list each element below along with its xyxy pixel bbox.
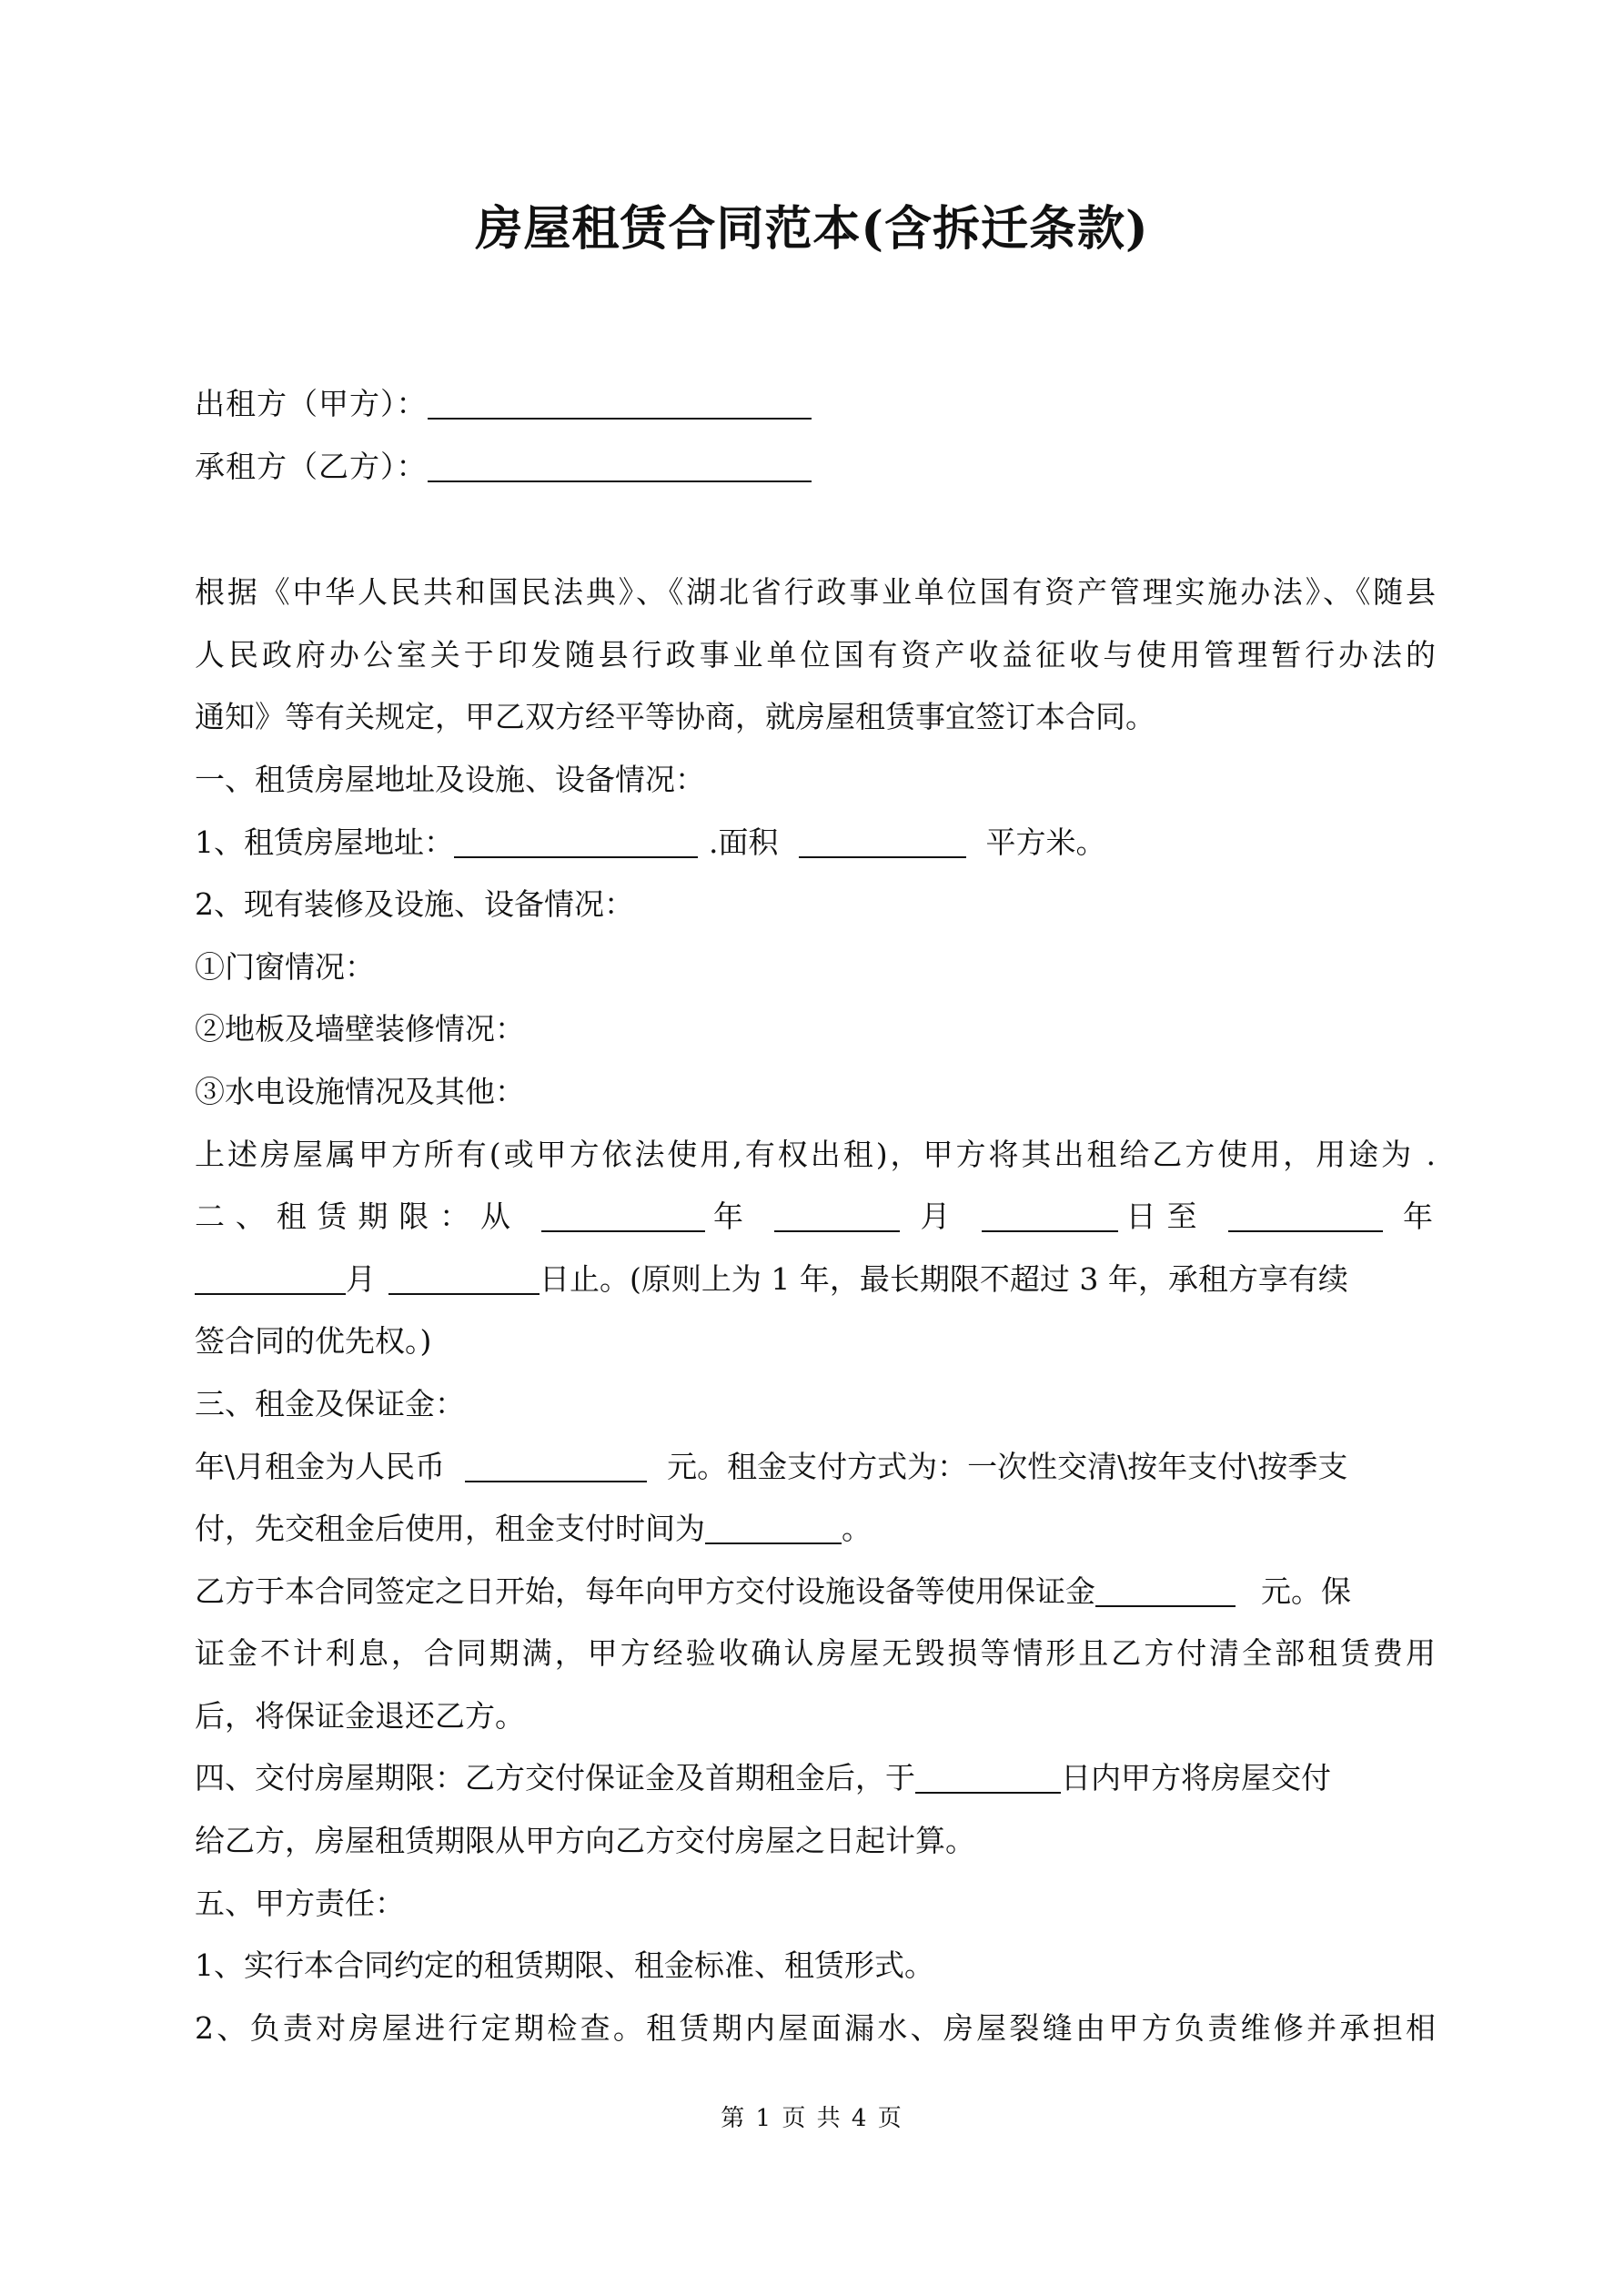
rent-amount-blank[interactable] [465,1450,647,1482]
area-label: .面积 [709,824,779,860]
term-end-label: 日止。(原则上为 1 年，最长期限不超过 3 年，承租方享有续 [540,1260,1348,1297]
section-5-heading: 五、甲方责任： [195,1885,405,1921]
page-footer: 第 1 页 共 4 页 [721,2105,903,2132]
lessor-duty-2: 2、负责对房屋进行定期检查。租赁期内屋面漏水、房屋裂缝由甲方负责维修并承担相 [195,2009,1436,2046]
rent-line-1 [195,1436,1436,1499]
term-line-2 [195,1249,1436,1311]
term-start-month-blank[interactable] [774,1199,900,1232]
lessor-duty-1: 1、实行本合同约定的租赁期限、租金标准、租赁形式。 [195,1947,934,1984]
deposit-line-2: 证金不计利息，合同期满，甲方经验收确认房屋无毁损等情形且乙方付清全部租赁费用 [195,1635,1436,1672]
term-line-3: 签合同的优先权。) [195,1323,432,1360]
delivery-prefix: 四、交付房屋期限：乙方交付保证金及首期租金后，于 [195,1760,915,1796]
rent-line2-prefix: 付，先交租金后使用，租金支付时间为 [195,1511,705,1547]
section-3-heading: 三、租金及保证金： [195,1385,465,1421]
lessee-line [195,436,1436,499]
term-start-year-blank[interactable] [541,1199,705,1232]
deposit-amount-blank[interactable] [1095,1574,1236,1607]
address-line [195,812,1436,875]
area-blank[interactable] [799,825,966,858]
document-title: 房屋租赁合同范本(含拆迁条款) [475,201,1149,257]
ownership-line: 上述房屋属甲方所有(或甲方依法使用,有权出租)，甲方将其出租给乙方使用，用途为 . [195,1136,1436,1172]
equipment-item-3: ③水电设施情况及其他： [195,1073,525,1109]
section-1-heading: 一、租赁房屋地址及设施、设备情况： [195,761,705,797]
equipment-heading: 2、现有装修及设施、设备情况： [195,886,634,923]
term-start-day-blank[interactable] [982,1199,1118,1232]
rent-payment-time-blank[interactable] [705,1512,842,1544]
intro-line-3: 通知》等有关规定，甲乙双方经平等协商，就房屋租赁事宜签订本合同。 [195,699,1155,735]
delivery-line-2: 给乙方，房屋租赁期限从甲方向乙方交付房屋之日起计算。 [195,1823,975,1859]
lessor-line [195,373,1436,436]
lessor-label: 出租方（甲方）： [195,386,428,421]
term-line-1 [195,1186,1436,1249]
deposit-prefix: 乙方于本合同签定之日开始，每年向甲方交付设施设备等使用保证金 [195,1573,1095,1609]
lessee-blank[interactable] [428,450,812,482]
term-end-day-blank[interactable] [388,1262,540,1295]
intro-line-2: 人民政府办公室关于印发随县行政事业单位国有资产收益征收与使用管理暂行办法的 [195,636,1436,673]
address-blank[interactable] [454,825,698,858]
deposit-line-1 [195,1561,1436,1623]
lessee-label: 承租方（乙方）： [195,448,428,484]
term-end-month-label: 月 [346,1260,376,1297]
term-day-to-label: 日至 [1117,1199,1208,1235]
deposit-suffix: 元。保 [1261,1573,1351,1609]
term-year-label: 年 [705,1199,754,1235]
term-end-year-label: 年 [1403,1199,1436,1235]
deposit-line-3: 后，将保证金退还乙方。 [195,1697,525,1734]
term-end-month-blank[interactable] [195,1262,346,1295]
term-heading: 二、租赁期限：从 [195,1199,521,1235]
delivery-line-1 [195,1747,1436,1810]
address-label: 1、租赁房屋地址： [195,824,454,860]
equipment-item-1: ①门窗情况： [195,948,375,985]
term-month-label: 月 [920,1199,962,1235]
equipment-item-2: ②地板及墙壁装修情况： [195,1011,525,1047]
delivery-days-blank[interactable] [915,1761,1061,1794]
area-unit: 平方米。 [985,824,1106,860]
rent-line2-suffix: 。 [842,1511,872,1547]
delivery-suffix: 日内甲方将房屋交付 [1061,1760,1331,1796]
rent-suffix: 元。租金支付方式为：一次性交清\按年支付\按季支 [667,1448,1348,1484]
rent-line-2 [195,1498,1436,1561]
intro-line-1: 根据《中华人民共和国民法典》、《湖北省行政事业单位国有资产管理实施办法》、《随县 [195,574,1436,611]
document-body [195,373,1436,2059]
term-end-year-blank[interactable] [1228,1199,1383,1232]
lessor-blank[interactable] [428,387,812,420]
rent-prefix: 年\月租金为人民币 [195,1448,446,1484]
